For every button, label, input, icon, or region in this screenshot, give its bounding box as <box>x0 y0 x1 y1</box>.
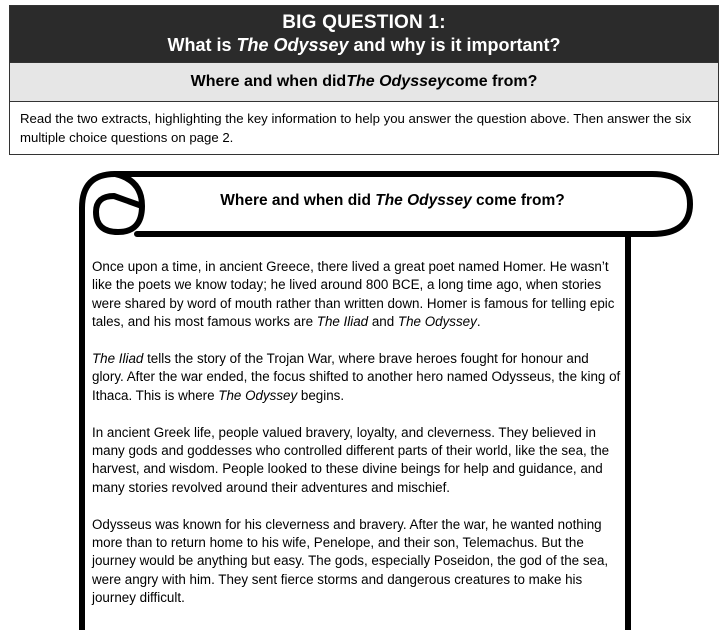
scroll-title-post: come from? <box>471 192 565 209</box>
p1-text: Once upon a time, in ancient Greece, there lived a great poet named Homer. He wasn’t like the poets we know today; he lived around 800 BCE, a long time ago, when stories were shared by word of mouth rather than written down. Homer is famous for telling epic tales, and his most famous works are <box>92 259 615 330</box>
p2-end: begins. <box>297 387 345 403</box>
p2-text: tells the story of the Trojan War, where brave heroes fought for honour and glory. After the war ended, the focus shifted to another hero named Odysseus, the king of Ithaca. This is where <box>92 351 621 403</box>
title-part: What is <box>167 35 237 55</box>
paragraph-3: In ancient Greek life, people valued bravery, loyalty, and cleverness. They believed in many gods and goddesses who controlled different parts of their world, like the sea, the harvest, and wisdom. People looked to these divine beings for help and guidance, and many stories revolved around their adventures and mischief. <box>92 424 610 495</box>
p2-italic-1: The Iliad <box>92 351 144 367</box>
p1-end: . <box>476 314 481 330</box>
section-heading-pre: Where and when did <box>190 73 347 90</box>
paragraph-2 <box>92 350 622 405</box>
scroll-title-pre: Where and when did <box>220 192 376 209</box>
title-italic: The Odyssey <box>236 35 349 55</box>
p1-italic-2: The Odyssey <box>397 314 477 330</box>
scroll-title-italic: The Odyssey <box>375 192 472 209</box>
p1-italic-1: The Iliad <box>316 314 369 330</box>
paragraph-4: Odysseus was known for his cleverness and bravery. After the war, he wanted nothing more than to return home to his wife, Penelope, and their son, Telemachus. But the journey would be anything but easy. The gods, especially Poseidon, the god of the sea, were angry with him. They sent fierce storms and dangerous creatures to make his journey difficult. <box>92 516 609 606</box>
p2-italic-2: The Odyssey <box>218 387 298 403</box>
scroll-title <box>150 187 635 215</box>
title-part-end: and why is it important? <box>348 35 561 55</box>
section-heading-italic: The Odyssey <box>346 73 446 90</box>
extract-text <box>92 258 622 626</box>
big-question-title: BIG QUESTION 1: <box>282 12 446 33</box>
instructions-text: Read the two extracts, highlighting the key information to help you answer the question above. Then answer the six multiple choice questions on page 2. <box>20 111 692 145</box>
section-heading-post: come from? <box>445 73 538 90</box>
scroll-curl <box>96 174 142 232</box>
p1-mid: and <box>368 314 398 330</box>
paragraph-1 <box>92 258 622 332</box>
